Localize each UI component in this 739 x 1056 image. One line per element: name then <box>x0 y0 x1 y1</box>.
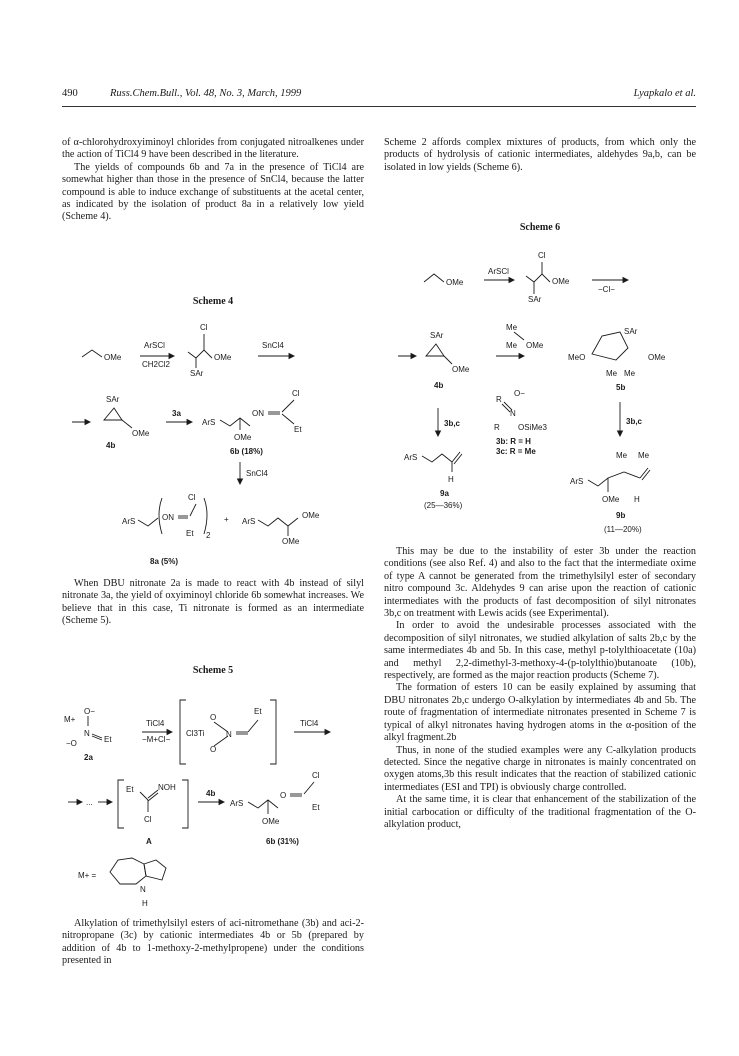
label: OMe <box>234 433 252 442</box>
label: Cl <box>312 771 320 780</box>
label: ArS <box>404 453 418 462</box>
bond-chain <box>188 350 212 358</box>
paragraph: When DBU nitronate 2a is made to react with 4b instead of silyl nitronate 3a, the yield of oxyiminoyl chloride 6b somewhat increases. We believe that in this case, Ti nitronate is formed as an intermediate (Scheme 5). <box>62 578 364 627</box>
label: Cl <box>292 389 300 398</box>
scheme6-title: Scheme 6 <box>519 222 561 233</box>
paragraph: The formation of esters 10 can be easily explained by assuming that DBU nitronates 2b,c undergo O-alkylation by intermediates 4b and 5b. The route of fragmentation of intermediate nitronates presented in Scheme 7 is typical of alkyl nitronates having hydrogen atoms in the α-position of the alkyl fragment.2b <box>384 682 696 744</box>
label: ArSCl <box>488 267 509 276</box>
label: Me <box>506 323 518 332</box>
label: OMe <box>446 278 464 287</box>
label: OMe <box>262 817 280 826</box>
scheme5-graphic <box>62 680 364 908</box>
label: OMe <box>302 511 320 520</box>
label: NOH <box>158 783 176 792</box>
label: ArS <box>202 418 216 427</box>
compound-label: 6b (18%) <box>230 447 263 456</box>
label: Et <box>294 425 302 434</box>
label: R <box>496 395 502 404</box>
label: SAr <box>624 327 638 336</box>
scheme5-title: Scheme 5 <box>192 665 234 676</box>
label: −O <box>66 739 77 748</box>
paragraph: The yields of compounds 6b and 7a in the presence of TiCl4 are somewhat higher than those in the presence of SnCl4, because the latter compound is able to induce exchange of substituents at the acetal center, as indicated by the isolation of product 8a in a relatively low yield (Scheme 4). <box>62 161 364 223</box>
label: H <box>142 899 148 908</box>
left-column-middle <box>62 578 364 628</box>
label: N <box>84 729 90 738</box>
label: O <box>280 791 287 800</box>
label: M+ <box>64 715 76 724</box>
label: Cl <box>144 815 152 824</box>
right-column-top <box>384 137 696 174</box>
label: Me <box>638 451 650 460</box>
paragraph: of α-chlorohydroxyiminoyl chlorides from conjugated nitroalkenes under the action of TiCl4 9 have been described in the literature. <box>62 137 364 161</box>
compound-label: 2a <box>84 753 93 762</box>
label: OMe <box>104 353 122 362</box>
paragraph: This may be due to the instability of ester 3b under the reaction conditions (see also Ref. 4) and also to the fact that the intermediate oxime of type A cannot be generated from the trimethylsilyl ester of secondary nitro compound 3c. Aldehydes 9 can arise upon the reaction of cationic intermediates with the products of fast decomposition of silyl nitronates 3b,c on treatment with Lewis acids (see Experimental). <box>384 546 696 620</box>
label: SnCl4 <box>262 341 284 350</box>
compound-label: 9b <box>616 511 626 520</box>
paragraph: In order to avoid the undesirable processes associated with the decomposition of silyl nitronates, we studied alkylation of salts 2b,c by the same intermediates 4b and 5b. In this case, methyl p-tolylthioacetate (10a) and methyl 2,2-dimethyl-3-methoxy-4-(p-tolylthio)butanoate (10b), respectively, are formed as the major reaction products (Scheme 7). <box>384 620 696 682</box>
label: H <box>634 495 640 504</box>
label: Cl <box>188 493 196 502</box>
bracket <box>182 780 188 828</box>
scheme4-graphic <box>62 312 364 574</box>
label: OMe <box>282 537 300 546</box>
label: −M+Cl− <box>142 735 171 744</box>
compound-label: 9a <box>440 489 449 498</box>
label: SnCl4 <box>246 469 268 478</box>
label: OMe <box>214 353 232 362</box>
bracket <box>270 700 276 764</box>
paragraph: At the same time, it is clear that enhancement of the stabilization of the initial carbocation or difficulty of the traditional fragmentation of the O-alkylation product, <box>384 794 696 830</box>
label: OMe <box>552 277 570 286</box>
label: ArS <box>242 517 256 526</box>
label: ArS <box>230 799 244 808</box>
label: Et <box>254 707 262 716</box>
label: TiCl4 <box>300 719 319 728</box>
label: TiCl4 <box>146 719 165 728</box>
page-number: 490 <box>62 88 78 99</box>
label: O− <box>84 707 95 716</box>
label: + <box>224 515 229 524</box>
compound-label: 6b (31%) <box>266 837 299 846</box>
label: SAr <box>528 295 542 304</box>
thiolane-ring <box>592 332 628 360</box>
label: Et <box>312 803 320 812</box>
label: OMe <box>132 429 150 438</box>
label: M+ = <box>78 871 97 880</box>
label: H <box>448 475 454 484</box>
label: SAr <box>190 369 204 378</box>
running-header <box>62 88 696 106</box>
label: ArS <box>122 517 136 526</box>
label: O− <box>514 389 525 398</box>
label: Et <box>186 529 194 538</box>
label: 3b: R = H <box>496 437 531 446</box>
label: ON <box>252 409 264 418</box>
label: 3a <box>172 409 181 418</box>
label: Me <box>616 451 628 460</box>
label: ArSCl <box>144 341 165 350</box>
left-column-bottom <box>62 918 364 968</box>
label: OMe <box>452 365 470 374</box>
label: R <box>494 423 500 432</box>
label: (25—36%) <box>424 501 463 510</box>
label: Cl <box>200 323 208 332</box>
episulfonium-ring <box>104 408 122 420</box>
label: ... <box>86 798 93 807</box>
label: MeO <box>568 353 586 362</box>
label: CH2Cl2 <box>142 360 171 369</box>
label: 3b,c <box>444 419 461 428</box>
compound-label: A <box>146 837 152 846</box>
label: 3c: R = Me <box>496 447 536 456</box>
compound-label: 5b <box>616 383 626 392</box>
label: 4b <box>206 789 216 798</box>
label: O <box>210 713 217 722</box>
bracket <box>118 780 124 828</box>
header-rule <box>62 106 696 107</box>
right-column-bottom <box>384 546 696 831</box>
label: OMe <box>526 341 544 350</box>
label: Et <box>104 735 112 744</box>
label: Cl3Ti <box>186 729 205 738</box>
label: Et <box>126 785 134 794</box>
pyrimidine-ring <box>144 860 166 880</box>
label: ON <box>162 513 174 522</box>
journal-citation: Russ.Chem.Bull., Vol. 48, No. 3, March, 1999 <box>110 88 302 99</box>
scheme6-graphic <box>384 240 696 540</box>
paragraph: Thus, in none of the studied examples were any C-alkylation products detected. Since the negative charge in nitronates is mainly concentrated on oxygen atoms,3b this result indicates that the reaction of stabilized cationic intermediates (ESI and TPI) is obviously charge controlled. <box>384 744 696 793</box>
label: OMe <box>648 353 666 362</box>
label: N <box>226 730 232 739</box>
label: O <box>210 745 217 754</box>
azepine-ring <box>110 858 146 884</box>
label: (11—20%) <box>604 525 642 534</box>
compound-label: 8a (5%) <box>150 557 179 566</box>
paragraph: Alkylation of trimethylsilyl esters of aci-nitromethane (3b) and aci-2-nitropropane (3c) by cationic intermediates 4b or 5b (prepared by addition of 4b to 1-methoxy-2-methylpropene) under the conditions presented in <box>62 918 364 967</box>
author-line: Lyapkalo et al. <box>633 88 696 99</box>
label: SAr <box>106 395 120 404</box>
compound-label: 4b <box>434 381 444 390</box>
label: 3b,c <box>626 417 643 426</box>
scheme4-title: Scheme 4 <box>192 296 234 307</box>
paragraph: Scheme 2 affords complex mixtures of products, from which only the products of hydrolysis of cationic intermediates, aldehydes 9a,b, can be isolated in low yields (Scheme 6). <box>384 137 696 173</box>
label: OSiMe3 <box>518 423 547 432</box>
label: Me <box>606 369 618 378</box>
vinyl-bond <box>82 350 102 357</box>
label: ArS <box>570 477 584 486</box>
label: Me <box>624 369 636 378</box>
label: Cl <box>538 251 546 260</box>
label: N <box>510 409 516 418</box>
label: 2 <box>206 531 211 540</box>
label: −Cl− <box>598 285 615 294</box>
label: Me <box>506 341 518 350</box>
label: SAr <box>430 331 444 340</box>
compound-label: 4b <box>106 441 116 450</box>
left-column-top <box>62 137 364 224</box>
label: N <box>140 885 146 894</box>
label: OMe <box>602 495 620 504</box>
